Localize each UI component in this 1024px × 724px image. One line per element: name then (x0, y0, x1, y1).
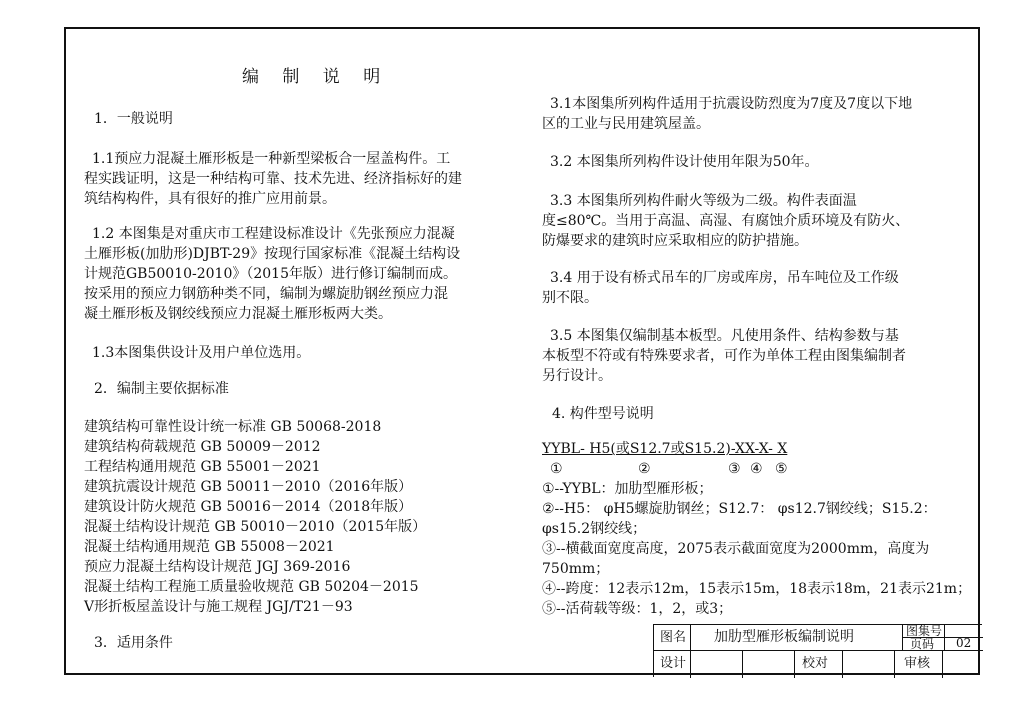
para-3-5-line-3: 另行设计。 (542, 368, 612, 384)
para-1-3: 1.3本图集供设计及用户单位选用。 (92, 345, 311, 361)
model-mark-4: ④ (750, 461, 763, 477)
standard-item: 建筑设计防火规范 GB 50016－2014（2018年版） (84, 499, 413, 515)
para-1-2-line-1: 1.2 本图集是对重庆市工程建设标准设计《先张预应力混凝 (92, 226, 455, 242)
title-block-divider (842, 650, 843, 678)
page-number-label: 页码 (910, 637, 935, 651)
model-item: ⑤--活荷载等级：1，2，或3； (542, 601, 733, 617)
model-mark-3: ③ (728, 461, 741, 477)
design-label: 设计 (660, 656, 687, 671)
model-item: φs15.2钢绞线； (542, 521, 647, 537)
section-4-heading: 4. 构件型号说明 (552, 406, 654, 422)
model-item: ②--H5： φH5螺旋肋钢丝；S12.7： φs12.7钢绞线；S15.2： (542, 501, 937, 517)
title-block-divider (894, 650, 895, 678)
para-3-1-line-2: 区的工业与民用建筑屋盖。 (542, 116, 710, 132)
model-code: YYBL- H5(或S12.7或S15.2)-XX-X- X (542, 441, 788, 457)
para-1-1-line-1: 1.1预应力混凝土雁形板是一种新型梁板合一屋盖构件。工 (92, 151, 451, 167)
para-3-5-line-2: 本板型不符或有特殊要求者，可作为单体工程由图集编制者 (542, 348, 906, 364)
standard-item: 建筑抗震设计规范 GB 50011－2010（2016年版） (84, 479, 413, 495)
standard-item: 工程结构通用规范 GB 55001－2021 (84, 459, 321, 475)
para-1-2-line-5: 凝土雁形板及钢绞线预应力混凝土雁形板两大类。 (84, 306, 392, 322)
model-item: 750mm； (542, 561, 610, 577)
standard-item: V形折板屋盖设计与施工规程 JGJ/T21－93 (84, 599, 353, 615)
standard-item: 混凝土结构通用规范 GB 55008－2021 (84, 539, 335, 555)
model-item: ①--YYBL：加肋型雁形板； (542, 481, 713, 497)
para-3-5-line-1: 3.5 本图集仅编制基本板型。凡使用条件、结构参数与基 (550, 328, 899, 344)
para-3-4-line-2: 别不限。 (542, 290, 598, 306)
standard-item: 建筑结构荷载规范 GB 50009－2012 (84, 439, 321, 455)
para-3-3-line-3: 防爆要求的建筑时应采取相应的防护措施。 (542, 233, 808, 249)
para-1-1-line-3: 筑结构构件，具有很好的推广应用前景。 (84, 191, 336, 207)
page-number-value: 02 (956, 636, 972, 650)
atlas-number-label: 图集号 (906, 624, 943, 638)
para-3-2: 3.2 本图集所列构件设计使用年限为50年。 (550, 154, 819, 170)
standard-item: 建筑结构可靠性设计统一标准 GB 50068-2018 (84, 419, 382, 435)
model-item: ④--跨度：12表示12m，15表示15m，18表示18m，21表示21m； (542, 581, 972, 597)
section-2-heading: 2．编制主要依据标准 (94, 381, 229, 397)
para-3-1-line-1: 3.1本图集所列构件适用于抗震设防烈度为7度及7度以下地 (550, 96, 913, 112)
para-1-2-line-3: 计规范GB50010-2010》（2015年版）进行修订编制而成。 (84, 266, 457, 282)
title-block-divider (742, 650, 743, 678)
para-1-2-line-2: 土雁形板(加肋形)DJBT-29》按现行国家标准《混凝土结构设 (84, 246, 461, 262)
review-label: 审核 (904, 656, 931, 671)
model-mark-2: ② (638, 461, 651, 477)
standard-item: 混凝土结构设计规范 GB 50010－2010（2015年版） (84, 519, 427, 535)
section-3-heading: 3．适用条件 (94, 635, 173, 651)
title-block-divider (690, 625, 691, 678)
para-3-3-line-2: 度≤80℃。当用于高温、高湿、有腐蚀介质环境及有防火、 (542, 213, 910, 229)
para-3-4-line-1: 3.4 用于设有桥式吊车的厂房或库房，吊车吨位及工作级 (550, 270, 899, 286)
standard-item: 预应力混凝土结构设计规范 JGJ 369-2016 (84, 559, 351, 575)
drawing-name-label: 图名 (660, 630, 687, 645)
check-label: 校对 (802, 656, 829, 671)
title-block-divider (794, 650, 795, 678)
model-item: ③--横截面宽度高度，2075表示截面宽度为2000mm，高度为 (542, 541, 930, 557)
standard-item: 混凝土结构工程施工质量验收规范 GB 50204－2015 (84, 579, 419, 595)
title-block (653, 624, 982, 677)
para-1-1-line-2: 程实践证明，这是一种结构可靠、技术先进、经济指标好的建 (84, 171, 462, 187)
drawing-name-value: 加肋型雁形板编制说明 (714, 629, 854, 645)
para-1-2-line-4: 按采用的预应力钢筋种类不同，编制为螺旋肋钢丝预应力混 (84, 286, 448, 302)
drawing-sheet (64, 27, 980, 675)
title-block-divider (942, 650, 943, 678)
model-mark-5: ⑤ (775, 461, 788, 477)
section-1-heading: 1．一般说明 (94, 111, 173, 127)
para-3-3-line-1: 3.3 本图集所列构件耐火等级为二级。构件表面温 (550, 193, 857, 209)
model-mark-1: ① (550, 461, 563, 477)
page-title: 编 制 说 明 (242, 67, 390, 87)
